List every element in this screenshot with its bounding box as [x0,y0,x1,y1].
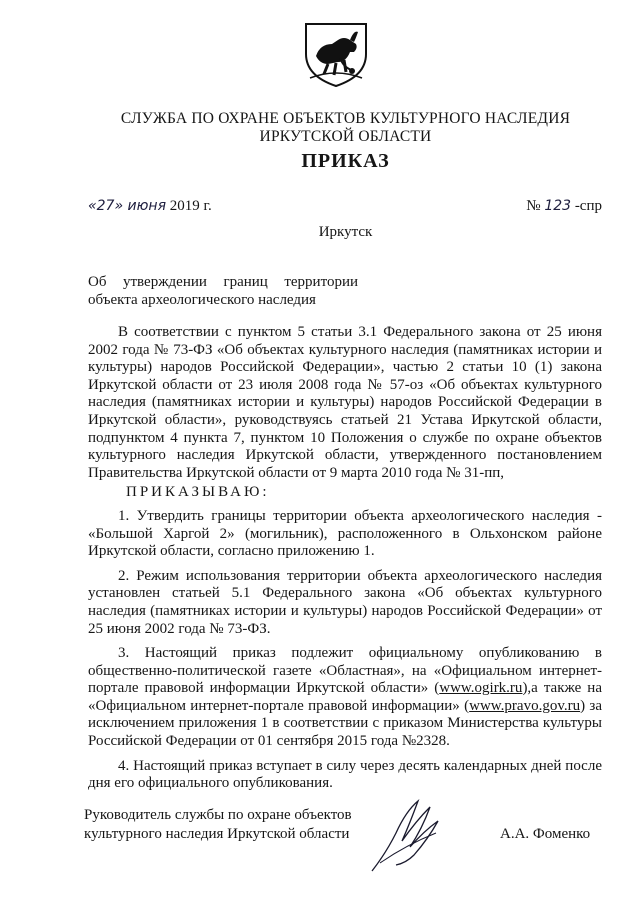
number-prefix: № [526,198,541,214]
agency-name-line-1: СЛУЖБА ПО ОХРАНЕ ОБЪЕКТОВ КУЛЬТУРНОГО НАСЛЕДИЯ [120,110,571,127]
signatory-position: Руководитель службы по охране объектов культурного наследия Иркутской области [84,807,352,842]
order-item-3 [88,645,602,751]
order-item-1: 1. Утвердить границы территории объекта археологического наследия - «Большой Харгой 2» (могильник), расположенного в Ольхонском районе Иркутской области, согласно приложению 1. [88,507,602,560]
handwritten-date: «27» июня [88,198,167,214]
document-city: Иркутск [318,224,373,240]
document-number [526,198,602,215]
order-word: ПРИКАЗЫВАЮ: [126,484,270,501]
pravo-link[interactable]: www.pravo.gov.ru [469,697,581,714]
handwritten-signature [366,793,446,875]
irkutsk-coat-of-arms-icon [298,18,374,90]
number-suffix: -спр [574,198,602,214]
document-subject: Об утверждении границ территории объекта археологического наследия [88,274,358,308]
document-type-title: ПРИКАЗ [301,150,390,172]
signatory-name: А.А. Фоменко [500,826,591,842]
date-number-row [88,196,602,220]
order-item-4: 4. Настоящий приказ вступает в силу через десять календарных дней после дня его официального опубликования. [88,757,602,792]
document-date [88,198,212,215]
handwritten-number: 123 [544,198,572,214]
ogirk-link[interactable]: www.ogirk.ru [439,680,523,697]
item3-text-part-3: ) за исключением приложения 1 в соответствии с приказом Министерства культуры Российской Федерации от 01 сентября 2015 года №2328. [88,697,602,750]
item3-text-part-1: 3. Настоящий приказ подлежит официальному опубликованию в общественно-политической газете «Областная», на «Официальном интернет-портале правовой информации Иркутской области» ( [88,645,602,697]
order-item-2: 2. Режим использования территории объекта археологического наследия установлен статьей 5.1 Федерального закона «Об объектах культурного наследия (памятниках истории и культуры) народов Российской Федерации» от 25 июня 2002 года № 73-ФЗ. [88,567,602,637]
document-year: 2019 г. [169,198,212,214]
agency-name-line-2: ИРКУТСКОЙ ОБЛАСТИ [259,128,432,145]
preamble-paragraph: В соответствии с пунктом 5 статьи 3.1 Федерального закона от 25 июня 2002 года № 73-ФЗ «Об объектах культурного наследия (памятниках истории и культуры) народов Российской Федерации», частью 2 статьи 10 (1) закона Иркутской области от 23 июля 2008 года № 57-оз «Об объектах культурного наследия (памятниках истории и культуры) народов Российской Федерации в Иркутской области», руководствуясь статьей 21 Устава Иркутской области, подпунктом 4 пункта 7, пунктом 10 Положения о службе по охране объектов культурного наследия Иркутской области, утвержденного постановлением Правительства Иркутской области от 9 марта 2010 года № 31-пп, [88,324,602,481]
document-body [88,324,602,800]
item3-text-part-2: ),а также на «Официальном интернет-портале правовой информации» ( [88,680,602,714]
